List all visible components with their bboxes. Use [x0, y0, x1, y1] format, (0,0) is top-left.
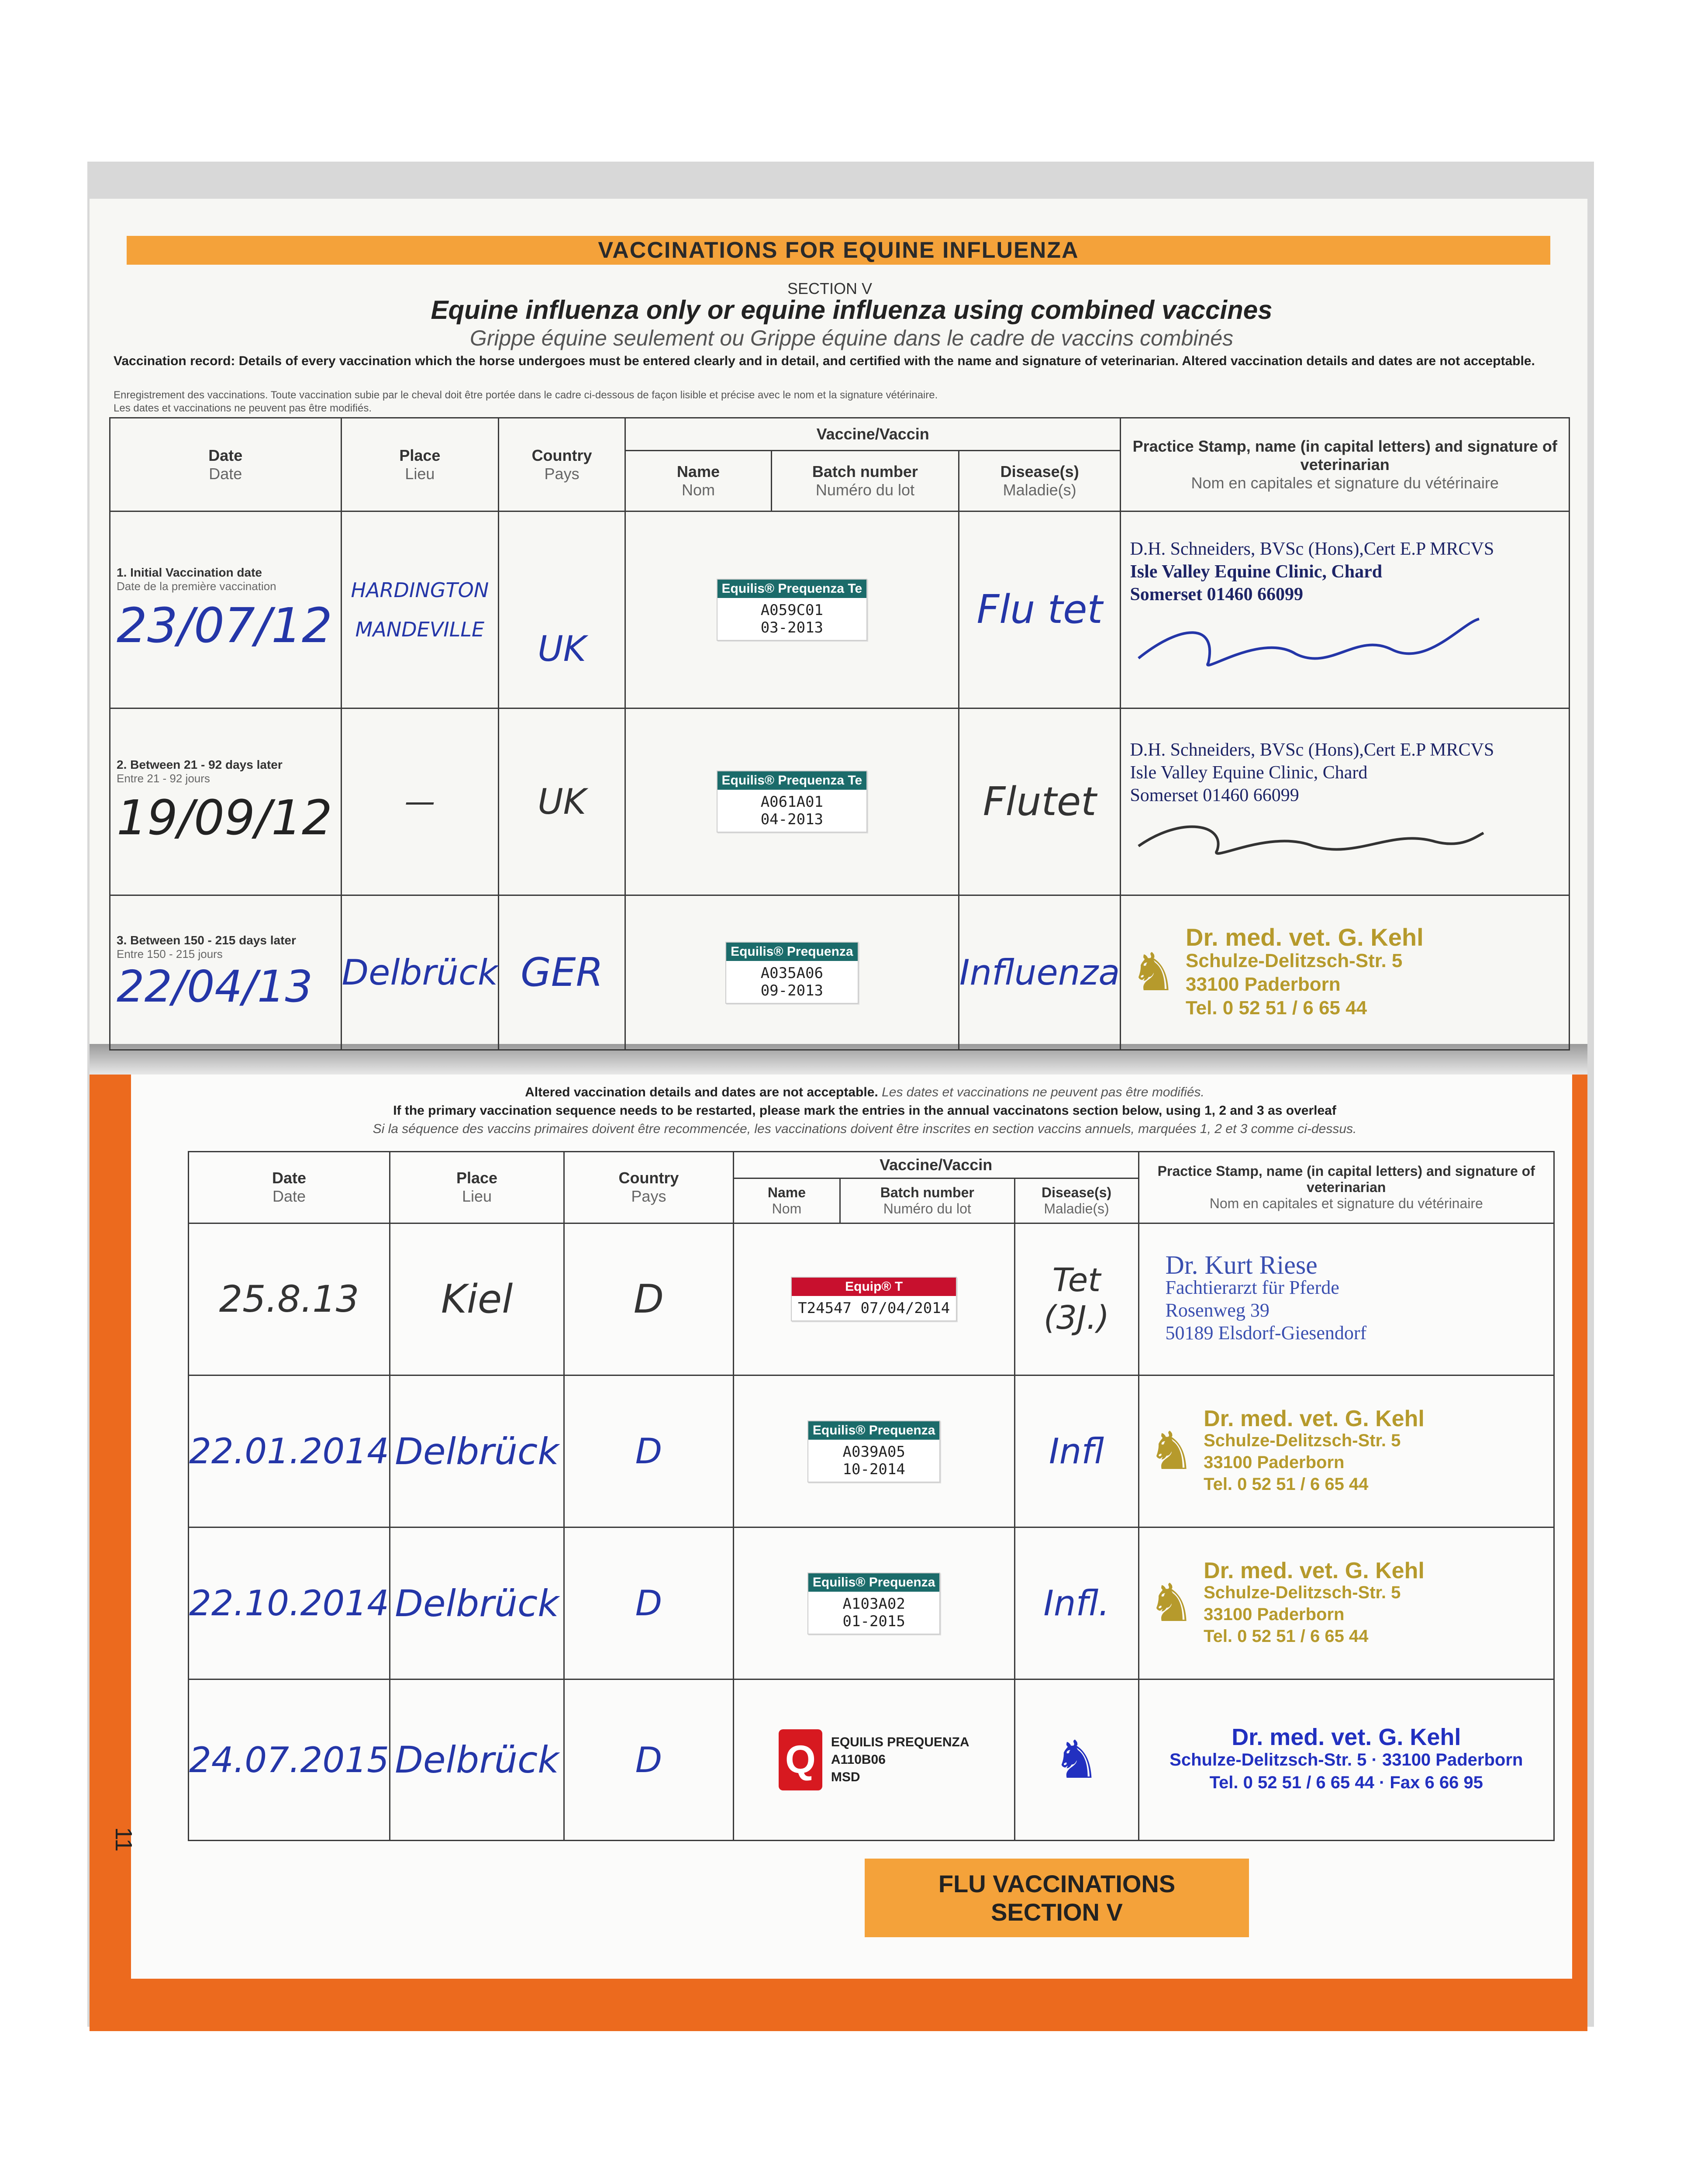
country-value: D: [633, 1276, 664, 1322]
place-value: —: [404, 784, 435, 820]
row-label-fr: Date de la première vaccination: [117, 580, 276, 593]
date-value: 24.07.2015: [189, 1739, 390, 1780]
page-title: Equine influenza only or equine influenza using combined vaccines: [431, 295, 1273, 325]
place-value: Delbrück: [395, 1430, 559, 1473]
col-disease: Disease(s) Maladie(s): [959, 451, 1121, 511]
place-cell: [390, 1375, 564, 1527]
primary-vaccination-table: [109, 417, 1570, 1051]
horse-rider-stamp-icon: ♞: [1130, 943, 1177, 1002]
note-line-1: Altered vaccination details and dates are not acceptable.: [525, 1085, 878, 1099]
date-cell: [110, 708, 342, 895]
vet-stamp-line: 50189 Elsdorf-Giesendorf: [1165, 1322, 1367, 1344]
col-place: Place Lieu: [341, 418, 499, 511]
vaccine-sticker: [807, 1420, 941, 1482]
vet-stamp-line: Somerset 01460 66099: [1130, 785, 1299, 805]
date-cell: [110, 895, 342, 1050]
batch-number: A059C01: [760, 601, 823, 619]
table-row: [110, 511, 1570, 708]
col-batch: Batch number Numéro du lot: [840, 1178, 1014, 1223]
table-row: [189, 1679, 1554, 1841]
disease-value: Flutet: [983, 778, 1097, 825]
note-line-2: If the primary vaccination sequence needs to be restarted, please mark the entries in the annual vaccinatons section below, using 1, 2 and 3 as overleaf: [393, 1103, 1336, 1118]
table-row: [189, 1375, 1554, 1527]
col-disease: Disease(s) Maladie(s): [1014, 1178, 1138, 1223]
date-cell: [189, 1375, 390, 1527]
stamp-cell: [1121, 511, 1570, 708]
disease-cell: [959, 895, 1121, 1050]
vaccine-sticker: [791, 1277, 957, 1321]
intro-text: Vaccination record: Details of every vaccination which the horse undergoes must be entered clearly and in detail, and certified with the name and signature of veterinarian. Altered vaccination details and dates are not acceptable.: [114, 354, 1535, 368]
country-cell: [564, 1679, 734, 1841]
vet-stamp-line: Tel. 0 52 51 / 6 65 44: [1204, 1474, 1369, 1494]
col-stamp: Practice Stamp, name (in capital letters) and signature of veterinarian Nom en capitales et signature du vétérinaire: [1138, 1152, 1554, 1223]
disease-cell: [1014, 1223, 1138, 1375]
col-country: Country Pays: [499, 418, 625, 511]
table-row: [110, 895, 1570, 1050]
batch-number: A039A05: [842, 1443, 905, 1461]
expiry-date: 04-2013: [760, 811, 823, 829]
place-value: Delbrück: [395, 1738, 559, 1782]
note-line-1-fr: Les dates et vaccinations ne peuvent pas être modifiés.: [882, 1085, 1204, 1099]
disease-value: Tet (3J.): [1043, 1261, 1110, 1337]
stamp-cell: [1138, 1679, 1554, 1841]
disease-value: Infl: [1049, 1431, 1104, 1472]
disease-value: Infl.: [1043, 1583, 1110, 1624]
page-subtitle-fr: Grippe équine seulement ou Grippe équine dans le cadre de vaccins combinés: [469, 326, 1234, 350]
place-value: HARDINGTON MANDEVILLE: [351, 578, 489, 641]
row-label: 3. Between 150 - 215 days later: [117, 933, 296, 947]
date-value: 22.01.2014: [189, 1431, 390, 1472]
vaccine-sticker-cell: [625, 895, 959, 1050]
country-cell: [499, 708, 625, 895]
section-label: SECTION V: [787, 280, 873, 297]
vet-stamp-line: Isle Valley Equine Clinic, Chard: [1130, 762, 1368, 783]
vet-stamp-line: Fachtierarzt für Pferde: [1165, 1277, 1339, 1299]
horse-rider-stamp-icon: ♞: [1148, 1422, 1195, 1481]
place-cell: [390, 1223, 564, 1375]
date-cell: [189, 1527, 390, 1679]
col-name: Name Nom: [733, 1178, 840, 1223]
annual-vaccination-table: [188, 1151, 1555, 1841]
stamp-cell: [1121, 708, 1570, 895]
expiry-date: 01-2015: [842, 1612, 905, 1630]
expiry-date: 07/04/2014: [860, 1299, 950, 1317]
stamp-cell: [1138, 1375, 1554, 1527]
place-cell: [341, 708, 499, 895]
vaccine-sticker-cell: [733, 1375, 1014, 1527]
vet-stamp-line: 33100 Paderborn: [1204, 1604, 1345, 1624]
vaccine-brand: Equilis® Prequenza: [808, 1573, 940, 1592]
vet-stamp-line: Rosenweg 39: [1165, 1299, 1270, 1321]
vet-stamp-line: Dr. med. vet. G. Kehl: [1232, 1724, 1461, 1751]
country-value: UK: [538, 781, 586, 822]
batch-number: A103A02: [842, 1595, 905, 1613]
vaccine-sticker-cell: [733, 1223, 1014, 1375]
vet-signature: [1130, 807, 1488, 859]
col-name: Name Nom: [625, 451, 771, 511]
col-date: Date Date: [110, 418, 342, 511]
row-label-fr: Entre 150 - 215 jours: [117, 947, 223, 961]
col-date: Date Date: [189, 1152, 390, 1223]
row-label: 1. Initial Vaccination date: [117, 566, 262, 580]
vaccine-sticker: [807, 1572, 941, 1635]
vaccine-brand: Equip® T: [792, 1278, 956, 1296]
date-value: 23/07/12: [117, 598, 333, 654]
date-cell: [110, 511, 342, 708]
date-value: 22/04/13: [117, 961, 313, 1012]
country-value: D: [635, 1583, 662, 1624]
disease-value: Influenza: [959, 952, 1120, 993]
stamp-cell: [1138, 1527, 1554, 1679]
country-cell: [499, 895, 625, 1050]
batch-number: A110B06: [831, 1752, 886, 1767]
vaccine-sticker-cell: [733, 1527, 1014, 1679]
q-logo-icon: Q: [779, 1729, 822, 1790]
section-banner: VACCINATIONS FOR EQUINE INFLUENZA: [127, 236, 1550, 265]
disease-cell: [959, 708, 1121, 895]
batch-number: A035A06: [760, 964, 823, 982]
vaccine-sticker: [717, 579, 868, 641]
batch-number: A061A01: [760, 793, 823, 811]
intro-text-fr: [114, 389, 1577, 415]
manufacturer-label: MSD: [831, 1770, 860, 1785]
vet-stamp-line: Somerset 01460 66099: [1130, 584, 1304, 605]
place-value: Delbrück: [395, 1582, 559, 1625]
page-number: 11: [110, 1827, 137, 1852]
expiry-date: 03-2013: [760, 619, 823, 636]
disease-cell: [1014, 1679, 1138, 1841]
vet-stamp-line: Tel. 0 52 51 / 6 65 44: [1204, 1626, 1369, 1646]
vet-stamp-line: 33100 Paderborn: [1186, 973, 1341, 995]
table-row: [189, 1527, 1554, 1679]
country-cell: [564, 1375, 734, 1527]
section-tab: [865, 1859, 1249, 1937]
vet-stamp-line: Schulze-Delitzsch-Str. 5: [1186, 950, 1403, 971]
country-value: D: [635, 1431, 662, 1472]
date-value: 22.10.2014: [189, 1583, 390, 1624]
vet-stamp-line: Dr. med. vet. G. Kehl: [1204, 1406, 1425, 1431]
vet-stamp-line: Dr. Kurt Riese: [1165, 1251, 1318, 1280]
col-country: Country Pays: [564, 1152, 734, 1223]
table-row: [189, 1223, 1554, 1375]
date-cell: [189, 1679, 390, 1841]
vaccine-brand: Equilis® Prequenza: [808, 1421, 940, 1440]
place-cell: [341, 511, 499, 708]
vet-stamp-line: D.H. Schneiders, BVSc (Hons),Cert E.P MRCVS: [1130, 539, 1494, 560]
vet-stamp-line: Isle Valley Equine Clinic, Chard: [1130, 562, 1383, 582]
col-vaccine: Vaccine/Vaccin: [625, 418, 1121, 451]
notes-block: [210, 1083, 1520, 1138]
intro-fr-line-1: Enregistrement des vaccinations. Toute vaccination subie par le cheval doit être portée dans le cadre ci-dessous de façon lisible et précise avec le nom et la signature vétérinaire.: [114, 389, 938, 401]
tab-line-2: SECTION V: [991, 1898, 1123, 1926]
country-cell: [564, 1223, 734, 1375]
batch-number: T24547: [798, 1299, 852, 1317]
vaccine-brand: Equilis® Prequenza Te: [718, 771, 867, 790]
col-batch: Batch number Numéro du lot: [772, 451, 959, 511]
place-value: Kiel: [441, 1276, 513, 1322]
place-cell: [390, 1679, 564, 1841]
vet-stamp-line: Schulze-Delitzsch-Str. 5: [1204, 1583, 1401, 1602]
vaccine-brand: Equilis® Prequenza: [726, 943, 858, 961]
expiry-date: 09-2013: [760, 981, 823, 999]
stamp-cell: [1138, 1223, 1554, 1375]
vet-stamp-line: D.H. Schneiders, BVSc (Hons),Cert E.P MRCVS: [1130, 740, 1494, 760]
expiry-date: 10-2014: [842, 1460, 905, 1478]
vet-stamp-line: Tel. 0 52 51 / 6 65 44: [1186, 997, 1367, 1019]
place-value: Delbrück: [342, 952, 498, 993]
date-cell: [189, 1223, 390, 1375]
horse-rider-stamp-icon: ♞: [1148, 1574, 1195, 1633]
vaccine-sticker-cell: [733, 1679, 1014, 1841]
disease-value: Flu tet: [976, 587, 1103, 633]
vaccine-sticker: [717, 771, 868, 833]
row-label-fr: Entre 21 - 92 jours: [117, 771, 210, 785]
disease-cell: [1014, 1375, 1138, 1527]
intro-fr-line-2: Les dates et vaccinations ne peuvent pas être modifiés.: [114, 402, 372, 414]
vet-stamp-line: Dr. med. vet. G. Kehl: [1204, 1558, 1425, 1583]
vet-stamp-line: 33100 Paderborn: [1204, 1452, 1345, 1472]
vet-stamp-line: Schulze-Delitzsch-Str. 5: [1204, 1431, 1401, 1450]
vet-stamp-line: Schulze-Delitzsch-Str. 5 · 33100 Paderborn: [1170, 1750, 1523, 1770]
vaccine-brand: EQUILIS PREQUENZA: [831, 1735, 969, 1750]
disease-cell: [959, 511, 1121, 708]
tab-line-1: FLU VACCINATIONS: [938, 1870, 1176, 1897]
country-value: D: [635, 1739, 662, 1780]
table-row: [110, 708, 1570, 895]
vaccine-brand: Equilis® Prequenza Te: [718, 580, 867, 598]
vet-stamp-line: Dr. med. vet. G. Kehl: [1186, 923, 1424, 951]
vet-stamp-line: Tel. 0 52 51 / 6 65 44 · Fax 6 66 95: [1209, 1773, 1483, 1793]
horse-rider-stamp-icon: ♞: [1053, 1730, 1100, 1789]
stamp-cell: [1121, 895, 1570, 1050]
vaccine-sticker: [725, 942, 859, 1004]
country-value: UK: [538, 629, 586, 670]
place-cell: [390, 1527, 564, 1679]
note-line-3-fr: Si la séquence des vaccins primaires doivent être recommencée, les vaccinations doivent être inscrites en section vaccins annuels, marquées 1, 2 et 3 comme ci-dessus.: [373, 1122, 1357, 1136]
vet-signature: [1130, 606, 1488, 676]
col-stamp: Practice Stamp, name (in capital letters) and signature of veterinarian Nom en capitales et signature du vétérinaire: [1121, 418, 1570, 511]
country-value: GER: [521, 950, 604, 996]
vaccine-sticker-cell: [625, 708, 959, 895]
place-cell: [341, 895, 499, 1050]
col-place: Place Lieu: [390, 1152, 564, 1223]
row-label: 2. Between 21 - 92 days later: [117, 757, 283, 771]
country-cell: [564, 1527, 734, 1679]
col-vaccine: Vaccine/Vaccin: [733, 1152, 1138, 1178]
country-cell: [499, 511, 625, 708]
date-value: 19/09/12: [117, 789, 333, 846]
vaccine-sticker-cell: [625, 511, 959, 708]
disease-cell: [1014, 1527, 1138, 1679]
date-value: 25.8.13: [219, 1278, 359, 1321]
